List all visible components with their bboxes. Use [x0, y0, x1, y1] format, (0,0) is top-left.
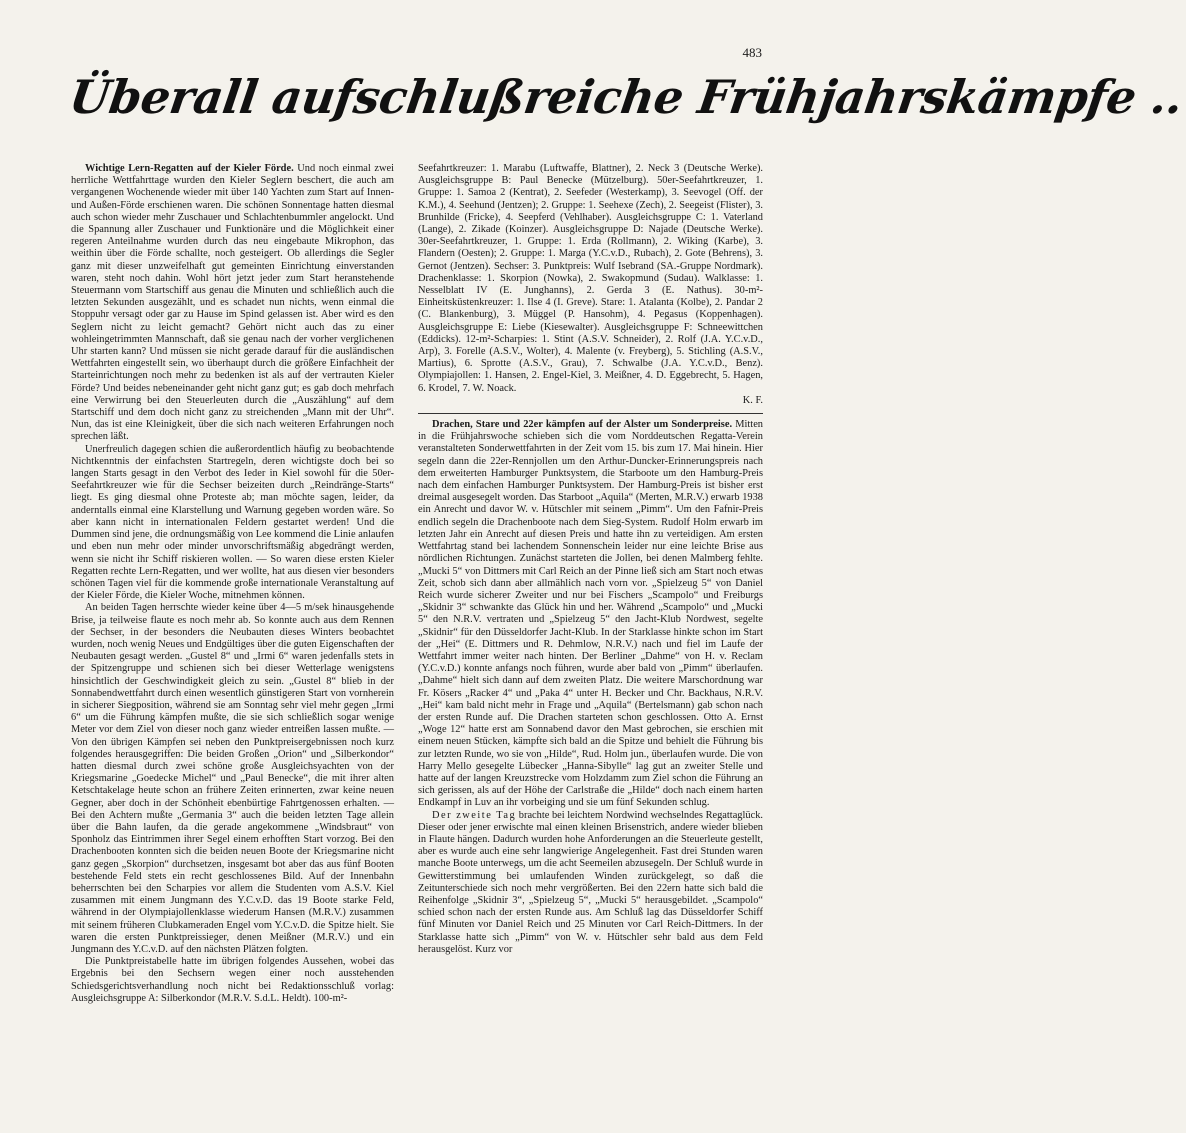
spaced-phrase: Der zweite Tag [432, 809, 517, 821]
right-column [418, 163, 763, 1113]
paragraph [418, 810, 763, 956]
paragraph: An beiden Tagen herrschte wieder keine über 4—5 m/sek hinausgehende Brise, ja teilweise flaute es noch mehr ab. So konnte auch aus dem Rennen der Sechser, in der besonders die Neubauten dieses Winters beobachtet wurden, noch wenig Neues und Endgültiges über die guten Eigenschaften der Neubauten gesagt werden. „Gustel 8“ und „Irmi 6“ waren jedenfalls stets in der Spitzengruppe und schienen sich bei dieser Wetterlage wenigstens hinsichtlich der Geschwindigkeit gleich zu sein. „Gustel 8“ blieb in der Sonnabendwettfahrt durch einen wesentlich günstigeren Start von vornherein in sicherer Siegposition, während sie am Sonntag sehr viel mehr gegen „Irmi 6“ um die Führung kämpfen mußte, die sie sich schließlich sogar wenige Meter vor dem Ziel von dieser noch ganz wieder entreißen lassen mußte. — Von den übrigen Kämpfen sei neben den Punktpreisergebnissen noch kurz folgendes herausgegriffen: Die beiden Großen „Orion“ und „Silberkondor“ hatten diesmal durch zwei schöne große Ausgleichsyachten von der Kriegsmarine „Goedecke Michel“ und „Paul Benecke“, die mit ihrer alten Ketschtakelage heute schon an frühere Zeiten erinnerten, zwar keine neuen Gegner, aber doch in der Schönheit ebenbürtige Fahrtgenossen erhalten. — Bei den Achtern mußte „Germania 3“ auch die beiden letzten Tage allein über die Bahn laufen, da die gerade angekommene „Windsbraut“ von Sponholz das Eintrimmen ihrer Segel einem erhofften Start vorzog. Bei den Drachenbooten konnten sich die beiden neuen Boote der Kriegsmarine nicht ganz gegen „Skorpion“ durchsetzen, insgesamt bot aber das aus fünf Booten bestehende Feld stets ein recht geschlossenes Bild. Auf der Innenbahn beherrschten bei den Scharpies vor allem die Studenten vom A.S.V. Kiel zusammen mit einem Jungmann des Y.C.v.D. das 19 Boote starke Feld, während in der Olympiajollenklasse wiederum Hansen (M.R.V.) zusammen mit seinem früheren Clubkameraden Engel vom Y.C.v.D. die Spitze hielt. Sie waren die ersten Punktpreissieger, denen Meißner (M.R.V.) und ein Jungmann des Y.C.v.D. auf den nächsten Plätzen folgten. [71, 602, 394, 955]
paragraph: Unerfreulich dagegen schien die außerordentlich häufig zu beobachtende Nichtkenntnis der einfachsten Startregeln, deren wichtigste doch bei so langen Starts gesagt in den Verbot des Ieder in Kiel sowohl für die 50er-Seefahrtkreuzer wie für die Sechser beizeiten durch „Reindränge-Starts“ liegt. Es ging diesmal ohne Proteste ab; man möchte sagen, leider, da anderntalls einmal eine Klarstellung und Warnung gegeben worden wäre. So aber kann nicht in internationalen Feldern gestartet werden! Und die Dummen sind jene, die ordnungsmäßig von Lee kommend die Linie anlaufen und eben nun mehr oder minder unvorschriftsmäßig abgedrängt werden, wenn sie nicht ihr Schiff riskieren wollen. — So waren diese ersten Kieler Regatten rechte Lern-Regatten, und wer wollte, hat aus diesen vier besonders schönen Tagen viel für die kommende große internationale Veranstaltung auf der Kieler Förde, die Kieler Woche, mitnehmen können. [71, 443, 394, 602]
paragraph: Die Punktpreistabelle hatte im übrigen folgendes Aussehen, wobei das Ergebnis bei den Sechsern wegen einer noch ausstehenden Schiedsgerichtsverhandlung noch nicht bei Redaktionsschluß vorlag: Ausgleichsgruppe A: Silberkondor (M.R.V. S.d.L. Heldt). 100-m²- [71, 956, 394, 1004]
paragraph-text: Mitten in die Frühjahrswoche schieben sich die vom Norddeutschen Regatta-Verein veranstalteten Sonderwettfahrten in der Zeit vom 15. bis zum 17. Mai hinein. Hier segeln dann die 22er-Rennjollen um den Arthur-Duncker-Erinnerungspreis nach dem erweiterten Hamburger Punktsystem, die Starboote um den Hamburg-Preis nach dem einfachen Hamburger Punktsystem. Der Hamburg-Preis ist bisher erst dreimal ausgesegelt worden. Das Starboot „Aquila“ (Merten, M.R.V.) erwarb 1938 ein Anrecht und davor W. v. Hütschler mit seinem „Pimm“. Um den Fafnir-Preis endlich segeln die Drachenboote nach dem Sieg-System. Rudolf Holm erwarb im letzten Jahr ein Anrecht auf diesen Preis und hatte ihn zu verteidigen. Am ersten Wettfahrtag stand bei lachendem Sonnenschein leider nur eine leichte Brise aus nördlichen Richtungen. Zunächst starteten die Jollen, bei denen Malmberg fehlte. „Mucki 5“ von Dittmers mit Carl Reich an der Pinne ließ sich am Start noch etwas Zeit, schob sich dann aber allmählich nach vorn vor. „Spielzeug 5“ von Daniel Reich wurde sicherer Zweiter und nur bei Fischers „Scampolo“ und Freiburgs „Skidnir 3“ schwankte das Glück hin und her. Während „Scampolo“ und „Mucki 5“ den N.R.V. vertraten und „Spielzeug 5“ den Jacht-Klub Nordwest, segelte „Skidnir“ für den Düsseldorfer Jacht-Klub. In der Starklasse hinkte schon im Start der „Hei“ (E. Dittmers und R. Dehmlow, N.R.V.) nach und fiel im Laufe der Wettfahrt immer weiter nach hinten. Der Berliner „Dahme“ von H. v. Reclam (Y.C.v.D.) konnte anfangs noch führen, wurde aber bald von „Pimm“ überlaufen. „Dahme“ hielt sich dann auf dem zweiten Platz. Die weitere Marschordnung war Fr. Kösers „Racker 4“ und „Paka 4“ unter H. Becker und Chr. Backhaus, N.R.V. „Hei“ kam bald nicht mehr in Frage und „Aquila“ (Bertelsmann) gab schon nach der ersten Runde auf. Die Drachen starteten schon geschlossen. Otto A. Ernst „Woge 12“ hatte erst am Sonnabend davor den Mast gebrochen, sie erschien mit einem neuen Stücken, kämpfte sich bald an die Spitze und behielt die Führung bis zur letzten Runde, wo sie von „Hilde“, Rud. Holm jun., überlaufen wurde. Die von Harry Mello gesegelte Lübecker „Hanna-Sibylle“ lag gut an zweiter Stelle und hatte auf der langen Kreuzstrecke vom Holzdamm zum Ziel schon die Führung an sich gerissen, als auf der Höhe der Carlstraße die „Hilde“ doch nach einem harten Endkampf in Luv an ihr vorbeiging und sie um fünf Sekunden schlug. [418, 419, 764, 809]
left-column [71, 163, 394, 1113]
section-divider [418, 413, 763, 414]
paragraph [71, 163, 394, 444]
paragraph-text: brachte bei leichtem Nordwind wechselndes Regattaglück. Dieser oder jener erwischte mal einen kleinen Brisenstrich, andere wieder blieben in Flaute hängen. Dadurch wurden hohe Anforderungen an die Steuerleute gestellt, aber es wurde auch eine sehr langwierige Angelegenheit. Fast drei Stunden waren manche Boote unterwegs, um die acht Seemeilen abzusegeln. Der Schluß wurde in Gewitterstimmung bei umlaufenden Winden zurückgelegt, so daß die Zeitunterschiede sich noch mehr vergrößerten. Bei den 22ern hatte sich bald die Reihenfolge „Skidnir 3“, „Spielzeug 5“, „Mucki 5“ herausgebildet. „Scampolo“ schied schon nach der ersten Runde aus. Am Schluß lag das Düsseldorfer Schiff fünf Minuten vor Daniel Reich und 25 Minuten vor Carl Reich-Dittmers. In der Starklasse hatte sich „Pimm“ von W. v. Hütschler sehr bald aus dem Feld herausgelöst. Kurz vor [418, 809, 763, 955]
section-heading: Wichtige Lern-Regatten auf der Kieler Förde. [85, 163, 294, 174]
paragraph-text: Und noch einmal zwei herrliche Wettfahrttage wurden den Kieler Seglern beschert, die auch am vergangenen Wochenende wieder mit über 140 Yachten zum Start auf Innen- und Außen-Förde erschienen waren. Die schönen Sonnentage hatten diesmal auch schon wieder mehr Zuschauer und Schlachtenbummler angelockt. Und die Spannung aller Zuschauer und Funktionäre und die Möglichkeit einer regeren Anteilnahme wurden durch das neu eingebaute Mikrophon, das weithin über die Förde schallte, noch gesteigert. Ob allerdings die Segler ganz mit dieser unzweifelhaft gut gemeinten Einrichtung einverstanden waren, steht noch dahin. Wohl hört jetzt jeder zum Start heranstehende Steuermann vom Startschiff aus genau die Minuten und schließlich auch die letzten Sekunden ausgezählt, und es schadet nun nichts, wenn einmal die Stoppuhr versagt oder gar zu Hause im Spind gelassen ist. Aber wird es den Seglern nicht zu leicht gemacht? Gehört nicht auch das zu einer wohleingetrimmten Mannschaft, daß sie genau nach der vorher verglichenen Uhr starten kann? Und müssen sie nicht gerade darauf für die ausländischen Wettfahrten eingestellt sein, wo überhaupt durch die größere Einfachheit der Starteinrichtungen noch mehr zu bedenken ist als auf der vertrauten Kieler Förde? Und beides nebeneinander geht nicht ganz gut; es gab doch mehrfach eine Verwirrung bei den Steuerleuten durch die „Auszählung“ auf dem Startschiff und dem doch nicht ganz zu streichenden „Mann mit der Uhr“. Nun, das ist eine Kleinigkeit, über die sich nach weiteren Erfahrungen noch sprechen läßt. [71, 163, 394, 443]
paragraph [418, 419, 763, 810]
section-heading: Drachen, Stare und 22er kämpfen auf der Alster um Sonderpreise. [432, 419, 733, 431]
headline: Überall aufschlußreiche Frühjahrskämpfe .. [66, 70, 1186, 124]
results-list: Seefahrtkreuzer: 1. Marabu (Luftwaffe, Blattner), 2. Neck 3 (Deutsche Werke). Ausgleichsgruppe B: Paul Benecke (Mützelburg). 50er-Seefahrtkreuzer, 1. Gruppe: 1. Samoa 2 (Kentrat), 2. Seefeder (Westerkamp), 3. Seevogel (Off. der K.M.), 4. Seehund (Jentzen); 2. Gruppe: 1. Seehexe (Zech), 2. Seegeist (Flister), 3. Brunhilde (Fricke), 4. Seepferd (Vehlhaber). Ausgleichsgruppe C: 1. Vaterland (Lange), 2. Zikade (Koinzer). Ausgleichsgruppe D: Najade (Deutsche Werke). 30er-Seefahrtkreuzer, 1. Gruppe: 1. Erda (Rollmann), 2. Wiking (Karbe), 3. Flandern (Oesten); 2. Gruppe: 1. Marga (Y.C.v.D., Rubach), 2. Gote (Behrens), 3. Gernot (Jentzen). Sechser: 3. Punktpreis: Wulf Isebrand (SA.-Gruppe Nordmark). Drachenklasse: 1. Skorpion (Nowka), 2. Swakopmund (Sudau). Walklasse: 1. Nesselblatt IV (E. Junghanns), 2. Gerda 3 (E. Nathus). 30-m²-Einheitsküstenkreuzer: 1. Ilse 4 (I. Greve). Stare: 1. Atalanta (Kolbe), 2. Pandar 2 (C. Blankenburg), 3. Müggel (P. Hansohm), 4. Pegasus (Koppenhagen). Ausgleichsgruppe E: Liebe (Kiesewalter). Ausgleichsgruppe F: Schneewittchen (Eddicks). 12-m²-Scharpies: 1. Stint (A.S.V. Schneider), 2. Rolf (J.A. Y.C.v.D., Arp), 3. Forelle (A.S.V., Wolter), 4. Malente (v. Freyberg), 5. Stichling (A.S.V., Martius), 6. Sprotte (A.S.V., Grau), 7. Schwalbe (J.A. Y.C.v.D., Benz). Olympiajollen: 1. Hansen, 2. Engel-Kiel, 3. Meißner, 4. D. Eggebrecht, 5. Hagen, 6. Krodel, 7. W. Noack. [418, 163, 763, 394]
author-signature: K. F. [742, 394, 763, 406]
page-number: 483 [742, 45, 762, 60]
